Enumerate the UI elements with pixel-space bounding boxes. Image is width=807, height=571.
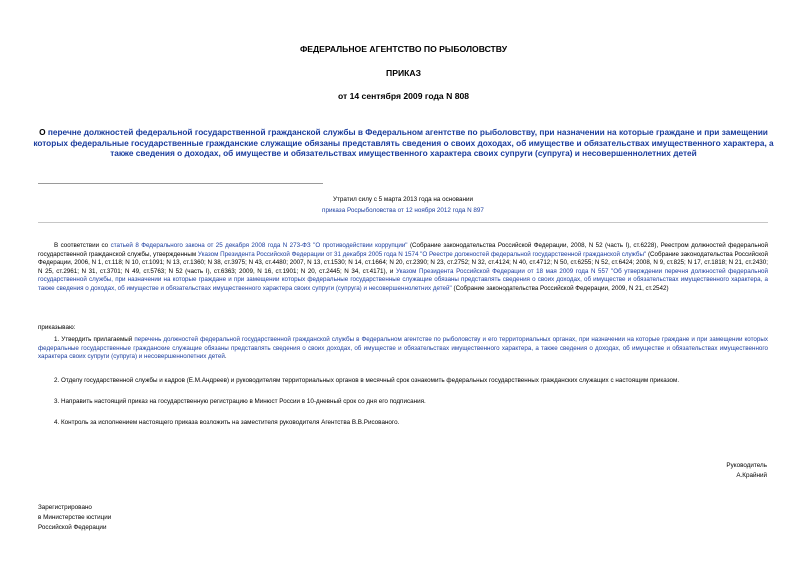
- repeal-note: Утратил силу с 5 марта 2013 года на основании: [332, 196, 474, 203]
- title-divider: [38, 183, 323, 184]
- body-text: (Собрание законодательства Российской Федерации, 2009, N 21, ст.2542): [451, 284, 669, 292]
- registration-line-1: Зарегистрировано: [38, 504, 92, 511]
- signature-name: А.Крайний: [736, 471, 767, 479]
- document-title: [30, 127, 777, 159]
- item-2-paragraph: 2. Отделу государственной службы и кадров (Е.М.Андреев) и руководителям территориальных органов в месячный срок ознакомить федеральных государственных гражданских служащих с настоящим приказом.: [54, 377, 680, 384]
- title-link[interactable]: перечне должностей федеральной государственной гражданской службы в Федеральном агентстве по рыболовству, при назначении на которые граждане и при замещении которых федеральные государственные гражданские служащие обязаны представлять сведения о своих доходах, об имуществе и обязательствах имущественного характера, а также сведения о доходах, об имуществе и обязательствах имущественного характера своих супруги (супруга) и несовершеннолетних детей: [33, 127, 774, 158]
- registration-block: [38, 503, 111, 534]
- order-word: приказываю:: [38, 324, 76, 331]
- repeal-divider: [38, 222, 768, 223]
- reference-link[interactable]: Указом Президента Российской Федерации от 18 мая 2009 года N 557 "Об утверждении перечня должностей федеральной государственной службы, при назначении на которые граждане и при замещении которых федеральные государственные служащие обязаны представлять сведения о своих доходах, об имуществе и обязательствах имущественного характера, а также сведения о доходах, об имуществе и обязательствах имущественного характера своих супруги (супруга) и несовершеннолетних детей": [38, 267, 768, 292]
- item-3-paragraph: 3. Направить настоящий приказ на государственную регистрацию в Минюст России в 10-дневный срок со дня его подписания.: [54, 398, 426, 405]
- body-text: В соответствии со: [54, 242, 111, 249]
- item-1-paragraph: [38, 336, 768, 362]
- registration-line-3: Российской Федерации: [38, 524, 107, 532]
- registration-line-2: в Министерстве юстиции: [38, 514, 112, 522]
- body-text: .: [224, 353, 227, 360]
- body-text: (Собрание законодательства Российской Федерации, 2008, N 52 (часть I), ст.6228), Реестром должностей федеральной государственной гражданской службы, утвержденным: [38, 242, 768, 258]
- title-prefix: О: [39, 127, 48, 137]
- reference-link[interactable]: Указом Президента Российской Федерации от 31 декабря 2005 года N 1574 "О Реестре должностей федеральной государственной гражданской службы": [197, 250, 647, 258]
- reference-link[interactable]: перечень должностей федеральной государственной гражданской службы в Федеральном агентстве по рыболовству и его территориальных органах, при назначении на которые граждане и при замещении которых федеральные государственные гражданские служащие обязаны представлять сведения о своих доходах, об имуществе и обязательствах имущественного характера, а также сведения о доходах, об имуществе и обязательствах имущественного характера своих супруги (супруга) и несовершеннолетних детей: [38, 336, 768, 360]
- body-text: (Собрание законодательства Российской Федерации, 2006, N 1, ст.118; N 10, ст.1091; N 13, ст.1360; N 38, ст.3975; N 43, ст.4480; 2007, N 13, ст.1530; N 14, ст.1664; N 20, ст.2390; N 23, ст.2752; N 32, ст.4124; N 40, ст.4712; N 50, ст.6255; N 52, ст.6424; 2008, N 9, ст.825; N 17, ст.1818; N 21, ст.2430; N 25, ст.2961; N 31, ст.3701; N 49, ст.5763; N 52 (часть I), ст.6363; 2009, N 16, ст.1901; N 20, ст.2445; N 34, ст.4171), и: [38, 250, 769, 275]
- signature-role: Руководитель: [726, 462, 767, 469]
- doc-date-number: от 14 сентября 2009 года N 808: [337, 91, 470, 101]
- item-4-paragraph: 4. Контроль за исполнением настоящего приказа возложить на заместителя руководителя Агентства В.В.Рисованого.: [54, 419, 400, 426]
- body-text: 1. Утвердить прилагаемый: [54, 336, 135, 343]
- reference-link[interactable]: статьей 8 Федерального закона от 25 декабря 2008 года N 273-ФЗ "О противодействии коррупции": [110, 242, 408, 249]
- preamble-paragraph: [38, 242, 768, 293]
- agency-name: ФЕДЕРАЛЬНОЕ АГЕНТСТВО ПО РЫБОЛОВСТВУ: [299, 44, 508, 54]
- signature-block: [726, 461, 767, 480]
- doc-type: ПРИКАЗ: [386, 68, 421, 78]
- repeal-link[interactable]: приказа Росрыболовства от 12 ноября 2012 года N 897: [322, 207, 484, 214]
